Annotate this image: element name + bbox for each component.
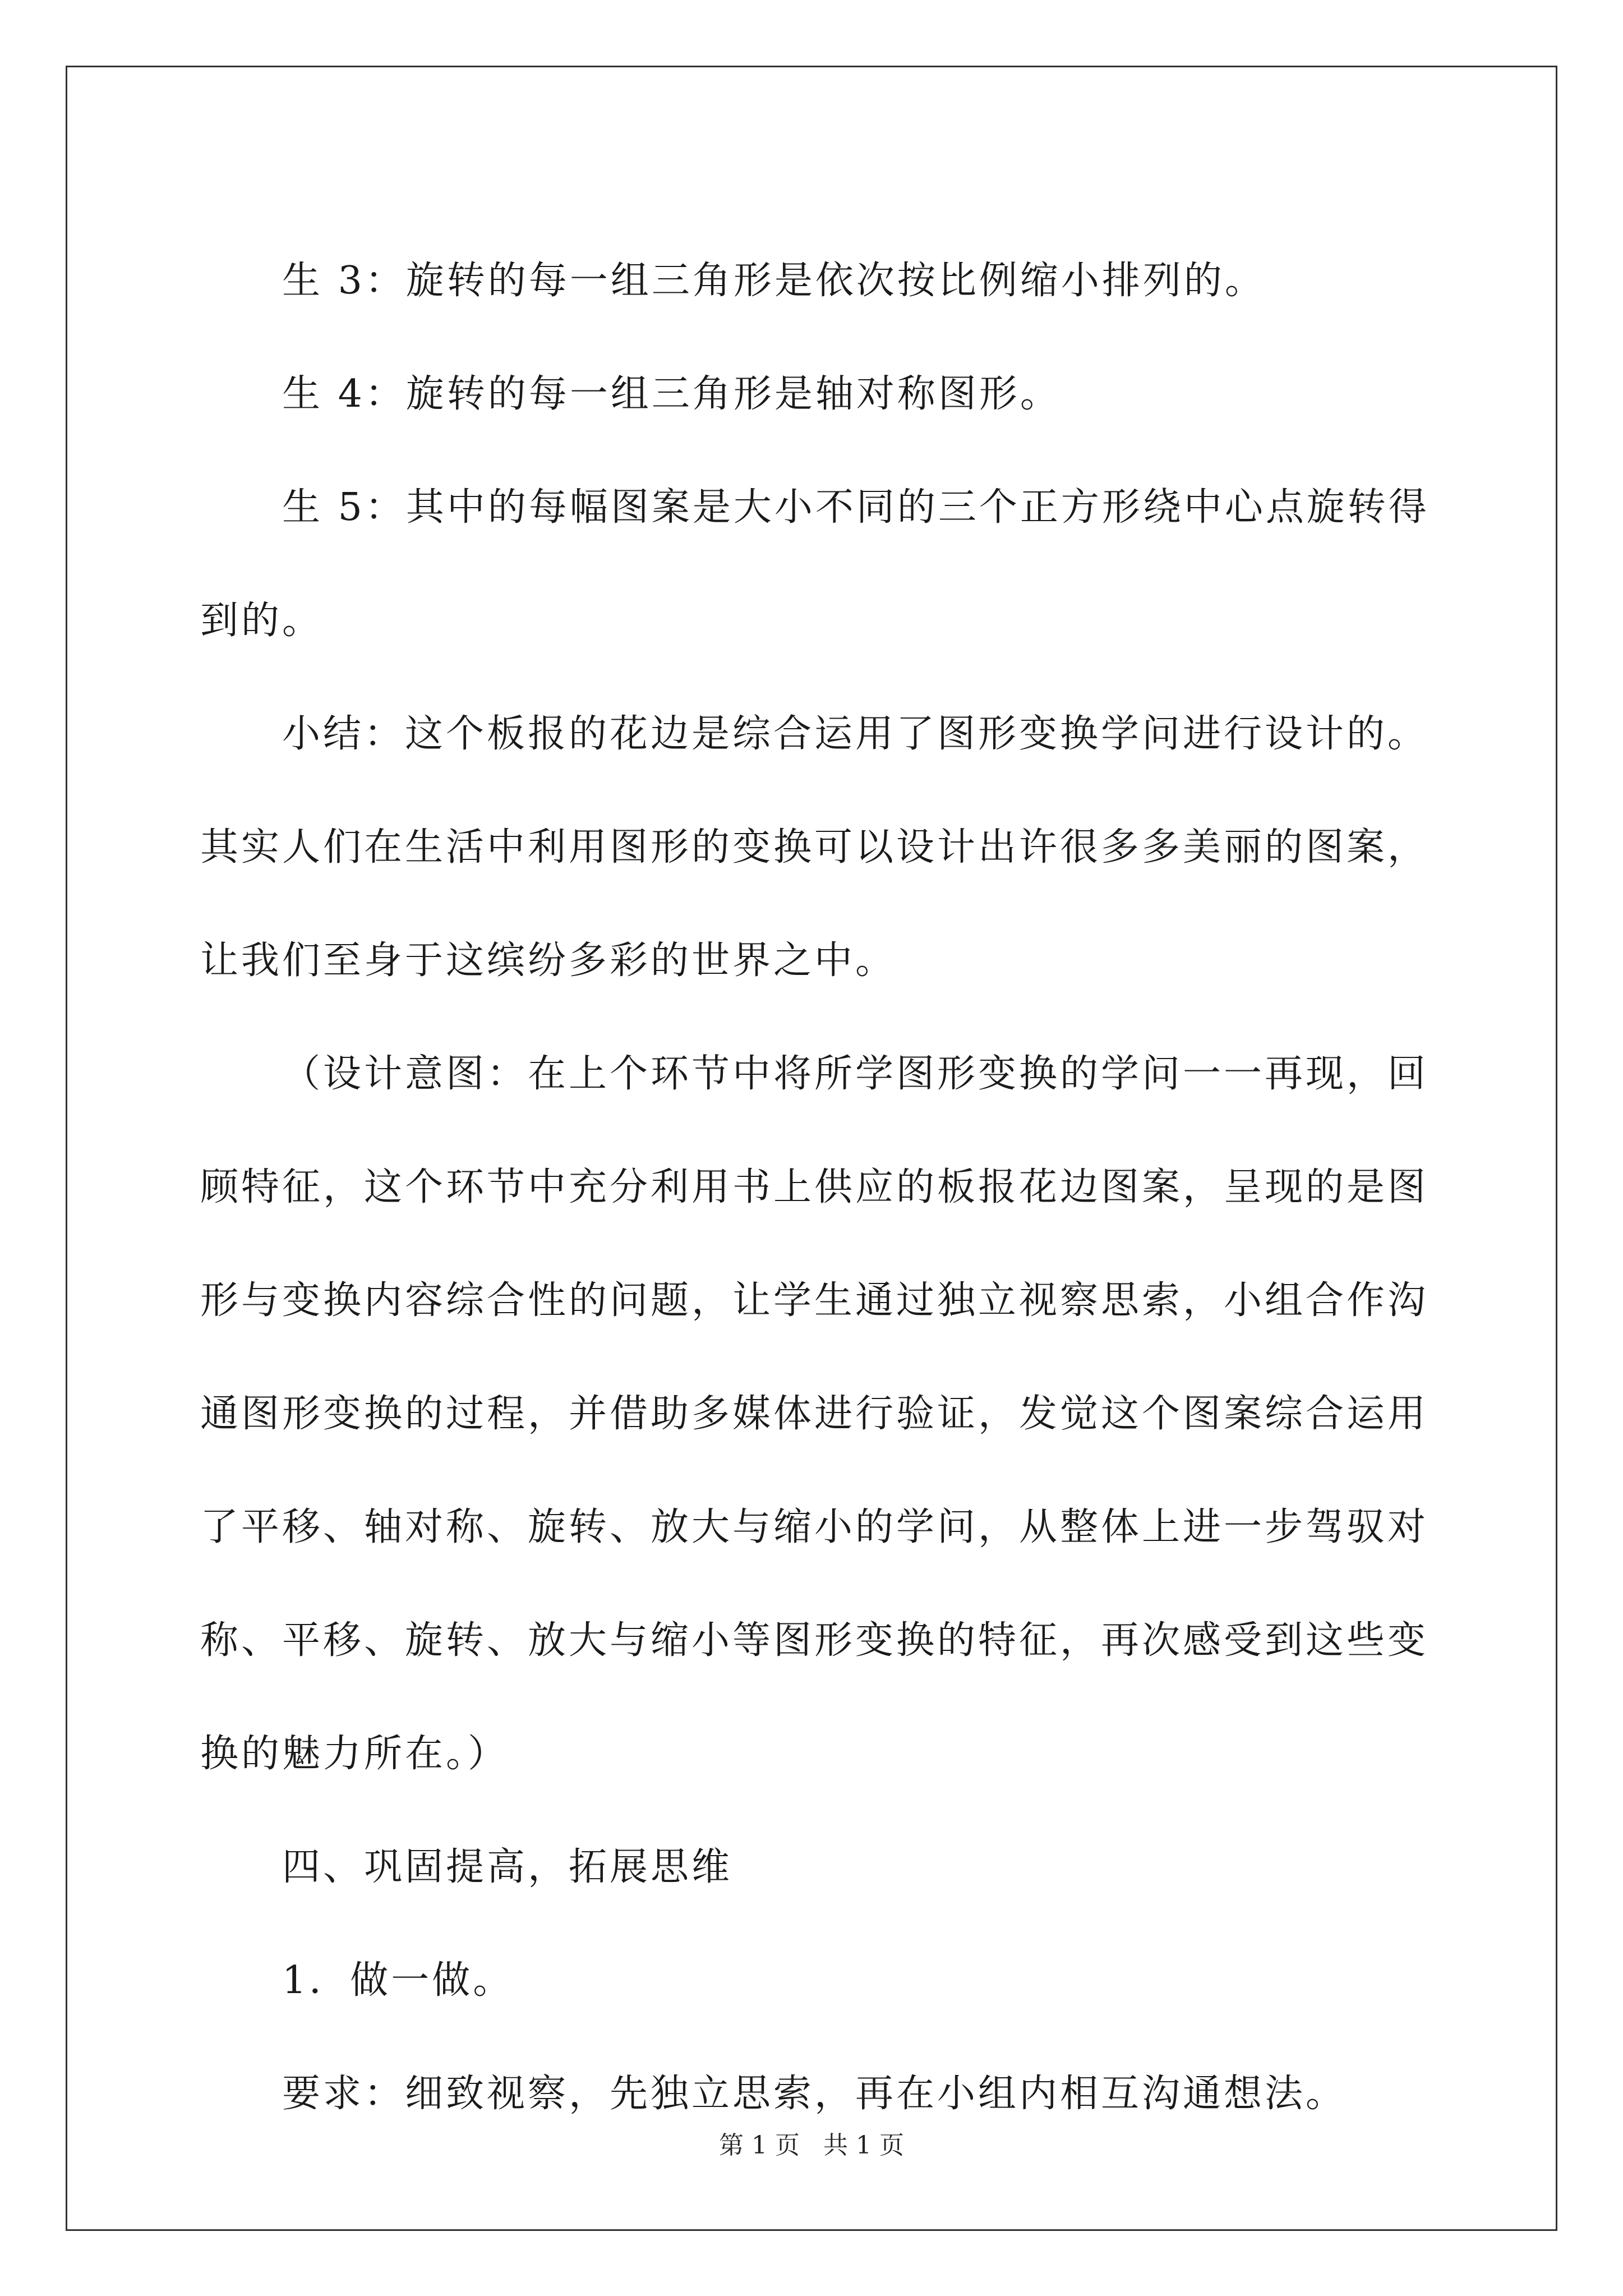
text-line: 生 4：旋转的每一组三角形是轴对称图形。 xyxy=(282,372,1061,416)
page-footer: 第 1 页 共 1 页 xyxy=(719,2131,904,2160)
text-line: 形与变换内容综合性的问题，让学生通过独立视察思索，小组合作沟 xyxy=(200,1278,1429,1323)
text-line: 称、平移、旋转、放大与缩小等图形变换的特征，再次感受到这些变 xyxy=(200,1618,1429,1663)
text-line: 让我们至身于这缤纷多彩的世界之中。 xyxy=(200,938,897,983)
text-line: 要求：细致视察，先独立思索，再在小组内相互沟通想法。 xyxy=(282,2072,1347,2116)
document-body xyxy=(200,224,1432,2151)
text-line: 其实人们在生活中利用图形的变换可以设计出许很多多美丽的图案， xyxy=(200,825,1429,869)
text-line: 通图形变换的过程，并借助多媒体进行验证，发觉这个图案综合运用 xyxy=(200,1392,1429,1436)
text-line: 小结：这个板报的花边是综合运用了图形变换学问进行设计的。 xyxy=(282,712,1429,756)
text-line: 生 3：旋转的每一组三角形是依次按比例缩小排列的。 xyxy=(282,259,1266,303)
section-heading: 四、巩固提高，拓展思维 xyxy=(282,1845,733,1889)
text-line: 生 5：其中的每幅图案是大小不同的三个正方形绕中心点旋转得 xyxy=(282,485,1430,530)
text-line: 了平移、轴对称、旋转、放大与缩小的学问，从整体上进一步驾驭对 xyxy=(200,1505,1429,1549)
text-line: 1．做一做。 xyxy=(282,1958,514,2003)
text-line: （设计意图：在上个环节中将所学图形变换的学问一一再现，回 xyxy=(282,1052,1429,1096)
text-line: 换的魅力所在。） xyxy=(200,1732,509,1776)
text-line: 顾特征，这个环节中充分利用书上供应的板报花边图案，呈现的是图 xyxy=(200,1165,1429,1209)
text-line: 到的。 xyxy=(200,599,324,643)
